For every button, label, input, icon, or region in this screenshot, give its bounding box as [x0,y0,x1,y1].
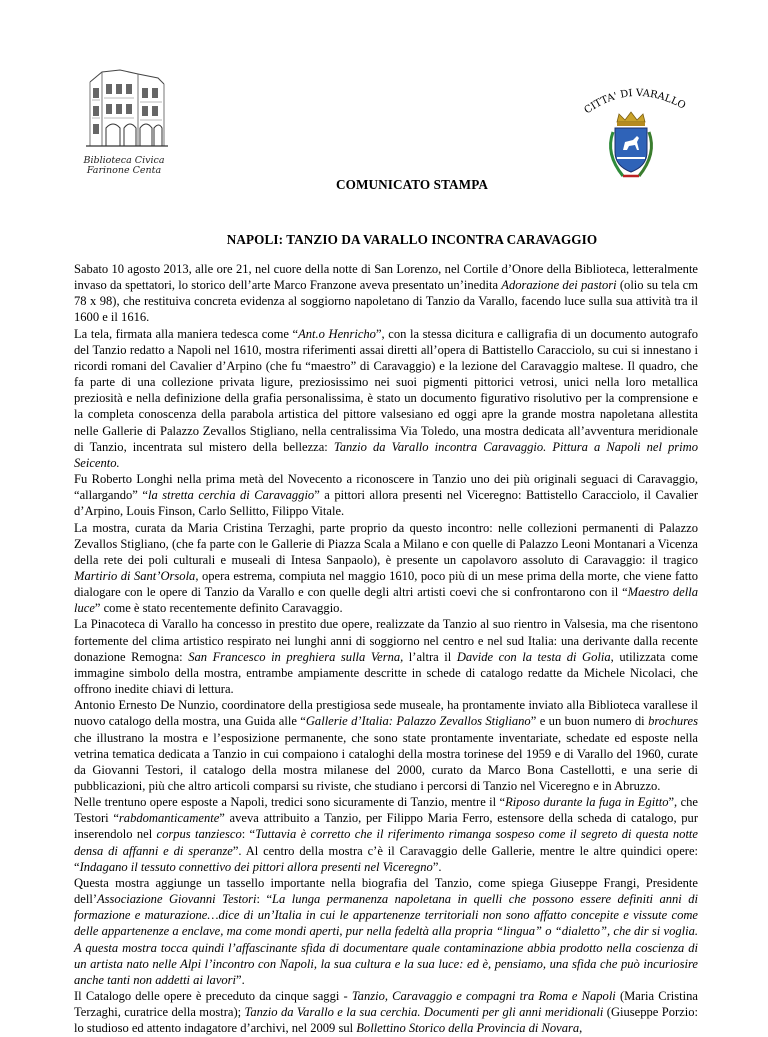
paragraph [74,261,698,326]
paragraph [74,616,698,697]
italic-text: Davide con la testa di Golia [456,649,611,664]
city-logo [573,80,693,190]
text-run: La mostra, curata da Maria Cristina Terzaghi, parte proprio da questo incontro: nelle collezioni permanenti di Palazzo Zevallos Stigliano, (che fa parte con le Gallerie di Piazza Scala a Milano e con quelle di Palazzo Leoni Montanari a Vicenza della rete dei poli culturali e museali di Intesa Sanpaolo), è presente un capolavoro assoluto di Caravaggio: il tragico [74,520,698,567]
text-run: ” come è stato recentemente definito Caravaggio. [94,601,343,616]
text-run: Antonio Ernesto De Nunzio, coordinatore della prestigiosa sede museale, ha prontamente inviato alla Biblioteca varallese il nuovo catalogo della mostra, una Guida alle “ [74,698,698,729]
text-run: ”. [236,972,245,987]
text-run: ”. Al centro della mostra c’è il Caravaggio delle Gallerie, mentre le altre quindici opere: “ [74,843,699,874]
library-logo-caption: Biblioteca Civica Farinone Centa [83,155,165,176]
page-subtitle: NAPOLI: TANZIO DA VARALLO INCONTRA CARAVAGGIO [226,232,598,247]
text-run: ”, con la stessa dicitura e calligrafia di un documento autografo del Tanzio redatto a Napoli nel 1610, mostra riferimenti assai diretti all’opera di Battistello Caracciolo, su cui si innestano i ricordi romani del Cavalier d’Arpino (che fu “maestro” di Caravaggio) e la lezione del Caravaggio maltese. Il quadro, che fa parte di una collezione privata ligure, preziosissimo nei suoi pigmenti pittorici vetrosi, unici nella loro metallica preziosità e nella definizione della grafia personalissima, è stato un documento figurativo risolutivo per la comprensione e la completa conoscenza della parabola artistica del pittore valsesiano ed oggi apre la grande mostra napoletana allestita nelle Gallerie di Palazzo Zevallos Stigliano, nella centralissima Via Toledo, una mostra dedicata all’avventura meridionale di Tanzio, incentrata sul mistero della bellezza: [74,326,698,454]
italic-text: rabdomanticamente [118,811,220,826]
italic-text: Tanzio, Caravaggio e compagni tra Roma e Napoli [351,989,616,1004]
text-run: , opera estrema, compiuta nel maggio 1610, poco più di un mese prima della morte, che viene fatto dialogare con le opere di Tanzio da Varallo e con quelle degli altri artisti coevi che si confrontarono con il “ [74,568,698,600]
text-run: ” aveva attribuito a Tanzio, per Filippo Maria Ferro, estensore della scheda di catalogo, pur inserendolo nel [74,811,698,842]
text-run: Fu Roberto Longhi nella prima metà del Novecento a riconoscere in Tanzio uno dei più originali seguaci di Caravaggio, “allargando” “ [74,472,698,503]
city-crest-icon [573,80,693,190]
library-building-icon [72,64,174,156]
text-run: ”, che Testori “ [74,795,698,826]
italic-text: Tuttavia è corretto che il riferimento rimanga sospeso come il segreto di questa notte densa di affanni e di speranze [74,827,698,858]
text-run: : “ [256,892,273,907]
paragraph [74,520,698,617]
italic-text: Gallerie d’Italia: Palazzo Zevallos Stigliano [305,714,531,729]
paragraph [74,794,698,875]
text-run: (olio su tela cm 78 x 98), che restituiva concreta evidenza al soggiorno napoletano di Tanzio da Varallo, facendo luce sulla sua attività tra il 1600 e il 1616. [74,278,698,325]
city-logo-text: CITTA' DI VARALLO [582,87,688,117]
italic-text: Tanzio da Varallo incontra Caravaggio. Pittura a Napoli nel primo Seicento. [74,439,699,470]
paragraph [74,326,698,471]
text-run: , [579,1021,583,1036]
text-run: : “ [241,827,256,842]
text-run: Questa mostra aggiunge un tassello importante nella biografia del Tanzio, come spiega Giuseppe Frangi, Presidente dell’ [74,875,698,907]
italic-text: San Francesco in preghiera sulla Verna, [188,649,404,664]
italic-text: Associazione Giovanni Testori [97,892,257,907]
text-run: La Pinacoteca di Varallo ha concesso in prestito due opere, realizzate da Tanzio al suo rientro in Valsesia, ma che risentono fortemente del clima artistico respirato nei lunghi anni di soggiorno nel centro e nel sud Italia: una derivante dalla recente donazione Remogna: [74,617,698,664]
article-body [74,261,698,1037]
text-run: ” e un buon numero di [530,714,649,729]
page-title: COMUNICATO STAMPA [335,177,488,192]
italic-text: Tanzio da Varallo e la sua cerchia. Documenti per gli anni meridionali [244,1005,604,1020]
italic-text: La lunga permanenza napoletana in quelli che possono essere definiti anni di formazione e maturazione…dice di un’Italia in cui le appartenenze territoriali non sono affatto concepite e vissute come delle appartenenze a enclave, ma come mondi aperti, pur nella fedeltà alla propria “lingua” o “dialetto”, che dir si voglia. A questa mostra tocca quindi l’affascinante sfida di documentare quale contaminazione abbia prodotto nella coscienza di un artista nato nelle Alpi l’incontro con Napoli, la sua cultura e la sua luce: ed è, pensiamo, una sfida che può incuriosire anche tanti non addetti ai lavori [74,892,699,987]
text-run: l’altra il [403,649,457,664]
italic-text: Bollettino Storico della Provincia di Novara [356,1021,580,1036]
italic-text: Ant.o Henricho [298,326,376,341]
paragraph [74,471,698,519]
italic-text: Adorazione dei pastori [501,278,617,293]
paragraph [74,988,698,1036]
text-run: (Giuseppe Porzio: lo studioso ed attento indagatore d’archivi, nel 2009 sul [74,1005,699,1036]
italic-text: corpus tanziesco [156,827,242,842]
text-run: (Maria Cristina Terzaghi, curatrice della mostra); [74,989,698,1020]
italic-text: Indagano il tessuto connettivo dei pittori allora presenti nel Viceregno [79,859,433,874]
italic-text: Maestro della luce [74,585,698,616]
italic-text: Riposo durante la fuga in Egitto [505,795,669,810]
paragraph [74,697,698,794]
italic-text: la stretta cerchia di Caravaggio [147,488,315,503]
text-run: ”. [432,859,442,874]
text-run: Nelle trentuno opere esposte a Napoli, tredici sono sicuramente di Tanzio, mentre il “ [74,795,506,810]
library-logo [72,64,174,184]
paragraph [74,875,698,988]
svg-text:CITTA' DI VARALLO [583,88,688,116]
text-run: , utilizzata come immagine simbolo della mostra, entrambe ampiamente descritte in schede di catalogo redatte da Michele Nicolaci, che offrono inedite chiavi di lettura. [74,649,698,697]
italic-text: Martirio di Sant’Orsola [74,568,196,583]
text-run: ” a pittori allora presenti nel Viceregno: Battistello Caracciolo, il Cavalier d’Arpino, Louis Finson, Carlo Sellitto, Filippo Vitale. [74,488,698,519]
text-run: Il Catalogo delle opere è preceduto da cinque saggi - [74,989,352,1004]
italic-text: brochures [648,714,699,729]
text-run: che illustrano la mostra e l’esposizione permanente, che sono state prontamente inventariate, schedate ed esposte nella vetrina tematica dedicata a Tanzio in cui compaiono i cataloghi della mostra torinese del 1959 e di Varallo del 1960, curate da Giovanni Testori, il catalogo della mostra milanese del 2000, curato da Marco Bona Castellotti, e una serie di pubblicazioni, più che altro articoli comparsi su riviste, che studiano i percorsi di Tanzio nel Viceregno e in Abruzzo. [74,730,698,793]
text-run: La tela, firmata alla maniera tedesca come “ [74,326,299,341]
text-run: Sabato 10 agosto 2013, alle ore 21, nel cuore della notte di San Lorenzo, nel Cortile d’Onore della Biblioteca, letteralmente invaso da spettatori, lo storico dell’arte Marco Franzone aveva presentato un’inedita [74,262,698,293]
